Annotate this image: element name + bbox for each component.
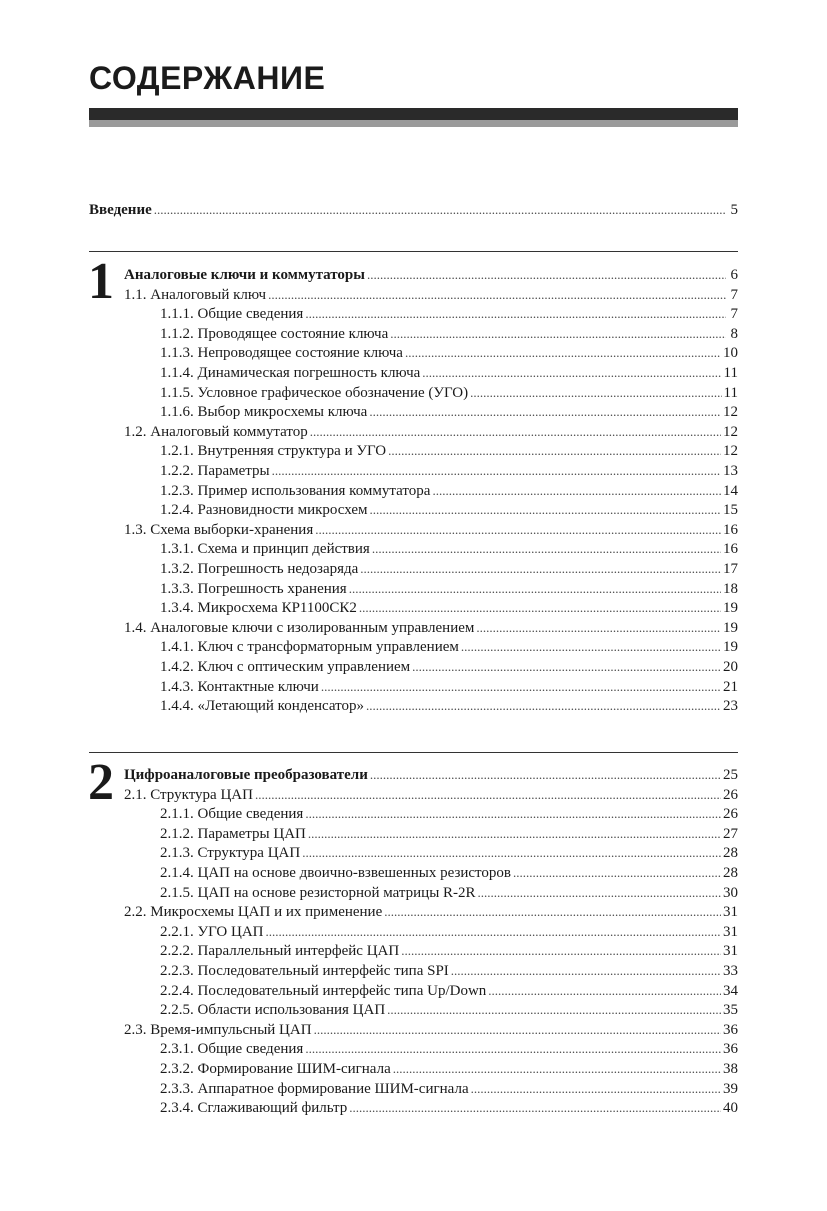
toc-subsection-entry[interactable]	[160, 441, 738, 461]
toc-leader-dots	[310, 422, 721, 443]
toc-subsection-entry[interactable]	[160, 637, 738, 657]
toc-leader-dots	[266, 922, 722, 943]
toc-entry-page: 40	[723, 1100, 738, 1117]
toc-entry-label: 1.4.2. Ключ с оптическим управлением	[160, 659, 411, 675]
chapter-rule	[89, 251, 738, 252]
toc-entry-label: 1.2.2. Параметры	[160, 463, 270, 479]
toc-entry-label: 1.4.4. «Летающий конденсатор»	[160, 698, 365, 715]
toc-entry-label: 2.1. Структура ЦАП	[124, 786, 253, 803]
toc-entry-page: 12	[723, 423, 738, 440]
toc-leader-dots	[366, 696, 721, 717]
toc-subsection-entry[interactable]	[160, 383, 738, 403]
toc-subsection-entry[interactable]	[160, 304, 738, 324]
toc-leader-dots	[387, 1000, 721, 1021]
toc-entry-page: 34	[723, 982, 738, 999]
toc-subsection-entry[interactable]	[160, 1079, 738, 1099]
toc-section-entry[interactable]	[124, 1020, 738, 1040]
chapter-rule	[89, 752, 738, 753]
toc-entry-page: 16	[723, 541, 738, 558]
toc-entry-label: 1.1.2. Проводящее состояние ключа	[160, 325, 389, 342]
toc-entry-page: 26	[723, 786, 738, 803]
toc-entry-page: 19	[723, 619, 738, 636]
toc-entry-page: 7	[730, 306, 738, 323]
toc-subsection-entry[interactable]	[160, 1098, 738, 1118]
toc-section-entry[interactable]	[124, 902, 738, 922]
toc-entry-label: 1.2.4. Разновидности микросхем	[160, 502, 368, 519]
toc-leader-dots	[390, 324, 726, 345]
toc-subsection-entry[interactable]	[160, 696, 738, 716]
toc-entry-label: 1.1.1. Общие сведения	[160, 306, 304, 323]
toc-leader-dots	[412, 657, 721, 678]
toc-entry-page: 11	[723, 384, 738, 401]
toc-section-entry[interactable]	[124, 618, 738, 638]
toc-section-entry[interactable]	[124, 285, 738, 305]
toc-subsection-entry[interactable]	[160, 1000, 738, 1020]
toc-entry-page: 20	[723, 659, 738, 675]
toc-entry-page: 10	[723, 345, 738, 362]
toc-entry-label: 2.2.5. Области использования ЦАП	[160, 1002, 386, 1019]
toc-entry-intro[interactable]	[89, 200, 738, 220]
toc-subsection-entry[interactable]	[160, 500, 738, 520]
toc-entry-page: 36	[723, 1041, 738, 1058]
toc-entry-label: 1.4.1. Ключ с трансформаторным управлением	[160, 639, 459, 656]
toc-subsection-entry[interactable]	[160, 481, 738, 501]
toc-entry-label: 2.1.2. Параметры ЦАП	[160, 825, 306, 842]
toc-entry-label: 2.3.2. Формирование ШИМ-сигнала	[160, 1061, 391, 1077]
toc-leader-dots	[461, 637, 721, 658]
toc-entry-label: 2.2.1. УГО ЦАП	[160, 923, 264, 940]
toc-leader-dots	[305, 304, 726, 325]
toc-entry-page: 38	[723, 1061, 738, 1077]
toc-subsection-entry[interactable]	[160, 981, 738, 1001]
toc-entry-page: 14	[723, 482, 738, 499]
toc-entry-page: 21	[723, 678, 738, 695]
toc-entry-page: 19	[723, 639, 738, 656]
toc-leader-dots	[393, 1059, 721, 1080]
toc-entry-page: 35	[723, 1002, 738, 1019]
toc-entry-page: 30	[723, 884, 738, 901]
toc-leader-dots	[384, 902, 721, 923]
toc-entry-label: 1.3.2. Погрешность недозаряда	[160, 561, 359, 577]
toc-entry-page: 16	[723, 521, 738, 538]
toc-leader-dots	[369, 402, 721, 423]
toc-entry-page: 8	[730, 325, 738, 342]
toc-entry-label: 2.3. Время-импульсный ЦАП	[124, 1021, 312, 1038]
toc-chapter-title[interactable]	[124, 265, 738, 285]
toc-entry-page: 19	[723, 600, 738, 617]
toc-entry-label: 2.1.4. ЦАП на основе двоично-взвешенных резисторов	[160, 865, 511, 881]
title-rule-dark	[89, 108, 738, 120]
toc-subsection-entry[interactable]	[160, 402, 738, 422]
toc-entry-label: 2.2.2. Параллельный интерфейс ЦАП	[160, 943, 400, 960]
toc-leader-dots	[367, 265, 726, 286]
toc-entry-page: 27	[723, 825, 738, 842]
toc-subsection-entry[interactable]	[160, 363, 738, 383]
toc-leader-dots	[255, 785, 721, 806]
toc-entry-label: 1.3.3. Погрешность хранения	[160, 580, 347, 597]
toc-leader-dots	[401, 941, 721, 962]
toc-leader-dots	[305, 1039, 721, 1060]
toc-subsection-entry[interactable]	[160, 677, 738, 697]
toc-subsection-entry[interactable]	[160, 559, 738, 579]
toc-entry-label: 1.3.1. Схема и принцип действия	[160, 541, 370, 558]
chapter-number: 1	[88, 253, 114, 310]
toc-subsection-entry[interactable]	[160, 922, 738, 942]
toc-entry-page: 23	[723, 698, 738, 715]
toc-entry-page: 33	[723, 963, 738, 979]
toc-entry-page: 11	[723, 365, 738, 381]
toc-entry-label: Введение	[89, 202, 152, 218]
toc-entry-label: 1.4.3. Контактные ключи	[160, 678, 319, 695]
toc-subsection-entry[interactable]	[160, 843, 738, 863]
toc-entry-label: 1.4. Аналоговые ключи с изолированным управлением	[124, 619, 475, 636]
toc-entry-page: 28	[723, 845, 738, 862]
toc-entry-page: 18	[723, 580, 738, 597]
chapter-number: 2	[88, 754, 114, 811]
toc-leader-dots	[321, 677, 721, 698]
toc-entry-label: 1.2. Аналоговый коммутатор	[124, 423, 308, 440]
toc-leader-dots	[308, 824, 721, 845]
toc-leader-dots	[154, 200, 726, 221]
toc-leader-dots	[349, 1098, 721, 1119]
toc-entry-label: 2.2.4. Последовательный интерфейс типа Up/Down	[160, 982, 487, 999]
toc-leader-dots	[422, 363, 721, 384]
toc-subsection-entry[interactable]	[160, 961, 738, 981]
toc-leader-dots	[268, 285, 726, 306]
toc-entry-label: 1.1. Аналоговый ключ	[124, 286, 267, 303]
toc-entry-label: 2.1.5. ЦАП на основе резисторной матрицы R-2R	[160, 884, 476, 901]
toc-subsection-entry[interactable]	[160, 324, 738, 344]
toc-leader-dots	[370, 500, 721, 521]
toc-leader-dots	[476, 618, 721, 639]
toc-entry-page: 36	[723, 1021, 738, 1038]
toc-entry-label: 2.1.1. Общие сведения	[160, 806, 304, 823]
toc-entry-page: 5	[730, 202, 738, 218]
toc-entry-label: 2.2. Микросхемы ЦАП и их применение	[124, 904, 383, 921]
toc-entry-label: 2.3.3. Аппаратное формирование ШИМ-сигнала	[160, 1080, 469, 1097]
toc-leader-dots	[470, 383, 721, 404]
toc-leader-dots	[488, 981, 721, 1002]
toc-subsection-entry[interactable]	[160, 598, 738, 618]
toc-entry-page: 31	[723, 923, 738, 940]
title-rule-grey	[89, 120, 738, 127]
toc-subsection-entry[interactable]	[160, 1059, 738, 1079]
toc-entry-page: 26	[723, 806, 738, 823]
toc-subsection-entry[interactable]	[160, 579, 738, 599]
page-title: СОДЕРЖАНИЕ	[89, 60, 326, 96]
toc-entry-label: 1.1.5. Условное графическое обозначение (УГО)	[160, 384, 469, 401]
toc-entry-label: 1.1.4. Динамическая погрешность ключа	[160, 365, 421, 381]
toc-entry-page: 31	[723, 904, 738, 921]
toc-entry-page: 25	[723, 767, 738, 783]
toc-leader-dots	[360, 559, 721, 580]
toc-entry-label: 1.2.3. Пример использования коммутатора	[160, 482, 431, 499]
toc-leader-dots	[315, 520, 721, 541]
toc-leader-dots	[405, 343, 721, 364]
toc-subsection-entry[interactable]	[160, 883, 738, 903]
toc-entry-label: Аналоговые ключи и коммутаторы	[124, 267, 365, 283]
toc-subsection-entry[interactable]	[160, 863, 738, 883]
toc-leader-dots	[302, 843, 721, 864]
toc-subsection-entry[interactable]	[160, 343, 738, 363]
toc-leader-dots	[471, 1079, 721, 1100]
toc-leader-dots	[305, 804, 721, 825]
toc-subsection-entry[interactable]	[160, 657, 738, 677]
toc-entry-page: 12	[723, 404, 738, 421]
toc-entry-label: 1.2.1. Внутренняя структура и УГО	[160, 443, 387, 460]
toc-entry-page: 15	[723, 502, 738, 519]
toc-entry-page: 17	[723, 561, 738, 577]
toc-subsection-entry[interactable]	[160, 824, 738, 844]
toc-entry-page: 39	[723, 1080, 738, 1097]
toc-subsection-entry[interactable]	[160, 1039, 738, 1059]
toc-subsection-entry[interactable]	[160, 941, 738, 961]
toc-entry-page: 7	[730, 286, 738, 303]
toc-chapter-title[interactable]	[124, 765, 738, 785]
toc-section-entry[interactable]	[124, 520, 738, 540]
toc-leader-dots	[388, 441, 721, 462]
toc-entry-label: 1.1.6. Выбор микросхемы ключа	[160, 404, 368, 421]
toc-entry-page: 31	[723, 943, 738, 960]
toc-entry-label: 1.1.3. Непроводящее состояние ключа	[160, 345, 403, 362]
toc-leader-dots	[314, 1020, 721, 1041]
toc-entry-page: 13	[723, 463, 738, 479]
toc-leader-dots	[513, 863, 721, 884]
toc-entry-label: 1.3.4. Микросхема КР1100СК2	[160, 600, 357, 617]
toc-subsection-entry[interactable]	[160, 804, 738, 824]
toc-subsection-entry[interactable]	[160, 461, 738, 481]
toc-leader-dots	[451, 961, 721, 982]
toc-leader-dots	[370, 765, 721, 786]
toc-entry-label: 2.3.1. Общие сведения	[160, 1041, 304, 1058]
toc-entry-page: 12	[723, 443, 738, 460]
toc-section-entry[interactable]	[124, 785, 738, 805]
toc-subsection-entry[interactable]	[160, 539, 738, 559]
toc-entry-page: 6	[730, 267, 738, 283]
toc-entry-label: 2.2.3. Последовательный интерфейс типа SPI	[160, 963, 449, 979]
toc-leader-dots	[372, 539, 721, 560]
toc-leader-dots	[478, 883, 721, 904]
toc-entry-label: 1.3. Схема выборки-хранения	[124, 521, 314, 538]
toc-entry-label: 2.1.3. Структура ЦАП	[160, 845, 301, 862]
toc-entry-label: Цифроаналоговые преобразователи	[124, 767, 368, 783]
toc-leader-dots	[349, 579, 721, 600]
toc-entry-page: 28	[723, 865, 738, 881]
toc-entry-label: 2.3.4. Сглаживающий фильтр	[160, 1100, 348, 1117]
toc-section-entry[interactable]	[124, 422, 738, 442]
toc-leader-dots	[359, 598, 721, 619]
toc-leader-dots	[432, 481, 721, 502]
toc-leader-dots	[272, 461, 721, 482]
